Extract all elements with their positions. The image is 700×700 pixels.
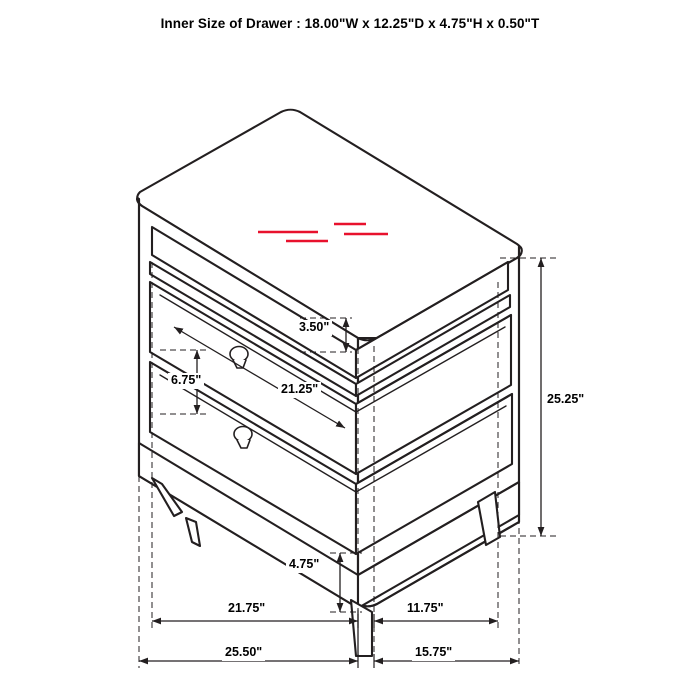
page-title: Inner Size of Drawer : 18.00"W x 12.25"D x 4.75"H x 0.50"T xyxy=(160,16,540,31)
dimension-label-overall-height: 25.25" xyxy=(544,392,587,408)
dimension-label-drawer-width: 21.25" xyxy=(278,382,321,398)
dimension-label-side-depth: 11.75" xyxy=(404,601,447,617)
knob-drawer-2 xyxy=(234,427,252,442)
leg-back-left xyxy=(186,518,200,546)
dimension-label-shelf-height: 3.50" xyxy=(296,320,332,336)
leg-center-front xyxy=(351,600,372,656)
dimension-label-front-width: 21.75" xyxy=(225,601,268,617)
dimension-label-leg-height: 4.75" xyxy=(286,557,322,573)
knob-drawer-1 xyxy=(230,347,248,362)
dimension-label-drawer-height: 6.75" xyxy=(168,373,204,389)
dimension-label-overall-depth: 15.75" xyxy=(412,645,455,661)
dimension-label-overall-width: 25.50" xyxy=(222,645,265,661)
